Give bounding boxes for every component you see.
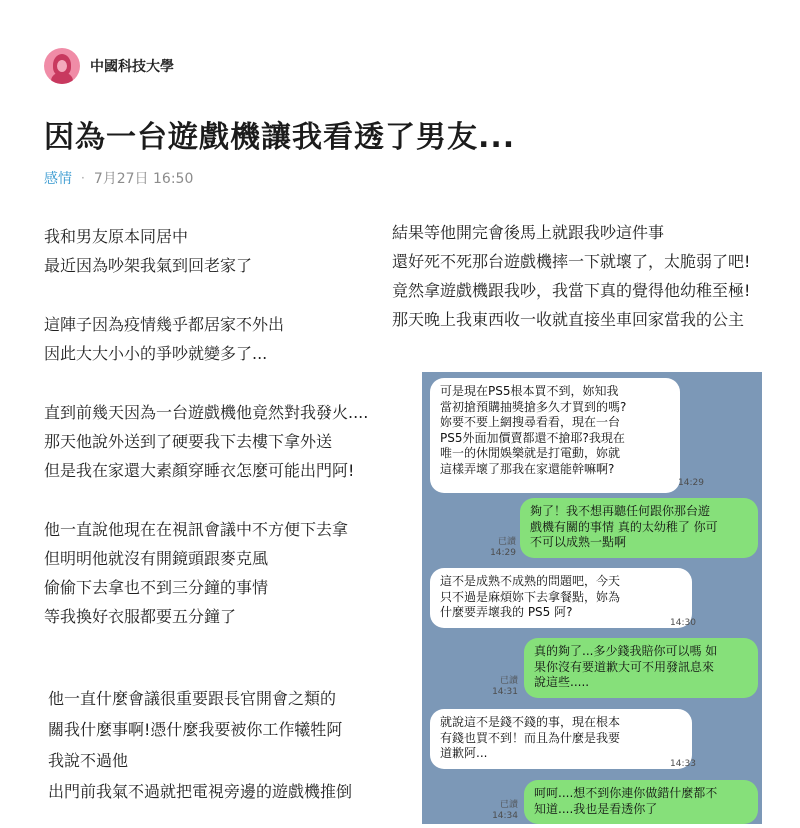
message-time: 14:30 xyxy=(670,618,696,628)
read-label: 已讀 xyxy=(497,537,516,547)
message-time: 14:29 xyxy=(678,478,704,488)
meta-separator: · xyxy=(81,171,85,185)
category-link[interactable]: 感情 xyxy=(44,171,72,187)
message-line: 呵呵....想不到你連你做錯什麼都不 xyxy=(534,786,718,800)
article-line: 這陣子因為疫情幾乎都居家不外出 xyxy=(44,315,285,334)
article-line: 因此大大小小的爭吵就變多了... xyxy=(44,344,268,363)
message-line: 說這些..... xyxy=(534,675,590,689)
message-line: 當初搶預購抽獎搶多久才買到的嗎? xyxy=(440,399,627,414)
read-receipt xyxy=(486,800,518,822)
message-line: PS5外面加價賣都還不搶耶?我現在 xyxy=(440,430,625,445)
article-line: 關我什麼事啊!憑什麼我要被你工作犧牲阿 xyxy=(48,720,343,739)
message-line: 就說這不是錢不錢的事，現在根本 xyxy=(440,715,621,729)
message-line: 果你沒有要道歉大可不用發訊息來 xyxy=(534,659,715,674)
female-avatar-icon[interactable] xyxy=(44,48,80,84)
message-line: 唯一的休閒娛樂就是打電動，妳就 xyxy=(440,446,621,460)
message-line: 夠了！我不想再聽任何跟你那台遊 xyxy=(530,504,711,518)
message-time: 14:31 xyxy=(492,687,518,697)
article-body-left xyxy=(44,222,368,631)
article-line: 那天他說外送到了硬要我下去樓下拿外送 xyxy=(44,432,333,451)
post-timestamp: 7月27日 16:50 xyxy=(93,171,194,187)
post-author-row xyxy=(44,47,174,85)
article-line: 我說不過他 xyxy=(48,751,129,770)
message-line: 戲機有關的事情 真的太幼稚了 你可 xyxy=(530,519,718,534)
school-name[interactable]: 中國科技大學 xyxy=(90,59,174,75)
article-line: 等我換好衣服都要五分鐘了 xyxy=(44,607,237,626)
article-line: 他一直什麼會議很重要跟長官開會之類的 xyxy=(48,689,337,708)
paragraph-gap xyxy=(44,485,368,515)
message-line: 有錢也買不到！而且為什麼是我要 xyxy=(440,730,621,745)
message-line: 這不是成熟不成熟的問題吧，今天 xyxy=(440,574,621,588)
article-line: 那天晚上我東西收一收就直接坐車回家當我的公主 xyxy=(392,310,745,329)
article-line: 但明明他就沒有開鏡頭跟麥克風 xyxy=(44,549,269,568)
read-label: 已讀 xyxy=(499,676,518,686)
article-line: 還好死不死那台遊戲機摔一下就壞了，太脆弱了吧! xyxy=(392,252,751,271)
message-line: 知道....我也是看透你了 xyxy=(534,801,658,816)
read-receipt xyxy=(486,676,518,698)
incoming-message-bubble xyxy=(430,709,692,769)
article-body-left-b xyxy=(48,684,352,808)
read-receipt xyxy=(486,537,516,559)
outgoing-message-bubble xyxy=(524,780,758,824)
message-line: 什麼要弄壞我的 PS5 阿? xyxy=(440,605,573,619)
message-time: 14:29 xyxy=(490,548,516,558)
article-line: 結果等他開完會後馬上就跟我吵這件事 xyxy=(392,223,665,242)
message-line: 妳要不要上網搜尋看看，現在一台 xyxy=(440,415,621,429)
article-line: 直到前幾天因為一台遊戲機他竟然對我發火.... xyxy=(44,403,369,422)
article-line: 但是我在家還大素顏穿睡衣怎麼可能出門阿! xyxy=(44,461,355,480)
incoming-message-bubble xyxy=(430,378,680,493)
article-line: 最近因為吵架我氣到回老家了 xyxy=(44,256,253,275)
message-line: 真的夠了...多少錢我賠你可以嗎 如 xyxy=(534,644,718,658)
paragraph-gap xyxy=(44,280,368,310)
paragraph-gap xyxy=(44,368,368,398)
post-meta xyxy=(44,168,193,188)
chat-screenshot xyxy=(422,372,762,824)
message-line: 這樣弄壞了那我在家還能幹嘛啊? xyxy=(440,461,615,476)
post-title: 因為一台遊戲機讓我看透了男友... xyxy=(44,120,516,155)
article-line: 他一直說他現在在視訊會議中不方便下去拿 xyxy=(44,520,349,539)
message-line: 只不過是麻煩妳下去拿餐點，妳為 xyxy=(440,589,621,604)
article-line: 竟然拿遊戲機跟我吵，我當下真的覺得他幼稚至極! xyxy=(392,281,751,300)
message-time: 14:33 xyxy=(670,759,696,769)
incoming-message-bubble xyxy=(430,568,692,628)
article-line: 偷偷下去拿也不到三分鐘的事情 xyxy=(44,578,269,597)
outgoing-message-bubble xyxy=(520,498,758,558)
message-line: 不可以成熟一點啊 xyxy=(530,535,627,549)
message-line: 道歉阿... xyxy=(440,746,488,760)
message-line: 可是現在PS5根本買不到，妳知我 xyxy=(440,384,619,398)
message-time: 14:34 xyxy=(492,811,518,821)
outgoing-message-bubble xyxy=(524,638,758,698)
article-line: 出門前我氣不過就把電視旁邊的遊戲機推倒 xyxy=(48,782,353,801)
article-body-right xyxy=(392,218,750,334)
article-line: 我和男友原本同居中 xyxy=(44,227,189,246)
read-label: 已讀 xyxy=(499,800,518,810)
